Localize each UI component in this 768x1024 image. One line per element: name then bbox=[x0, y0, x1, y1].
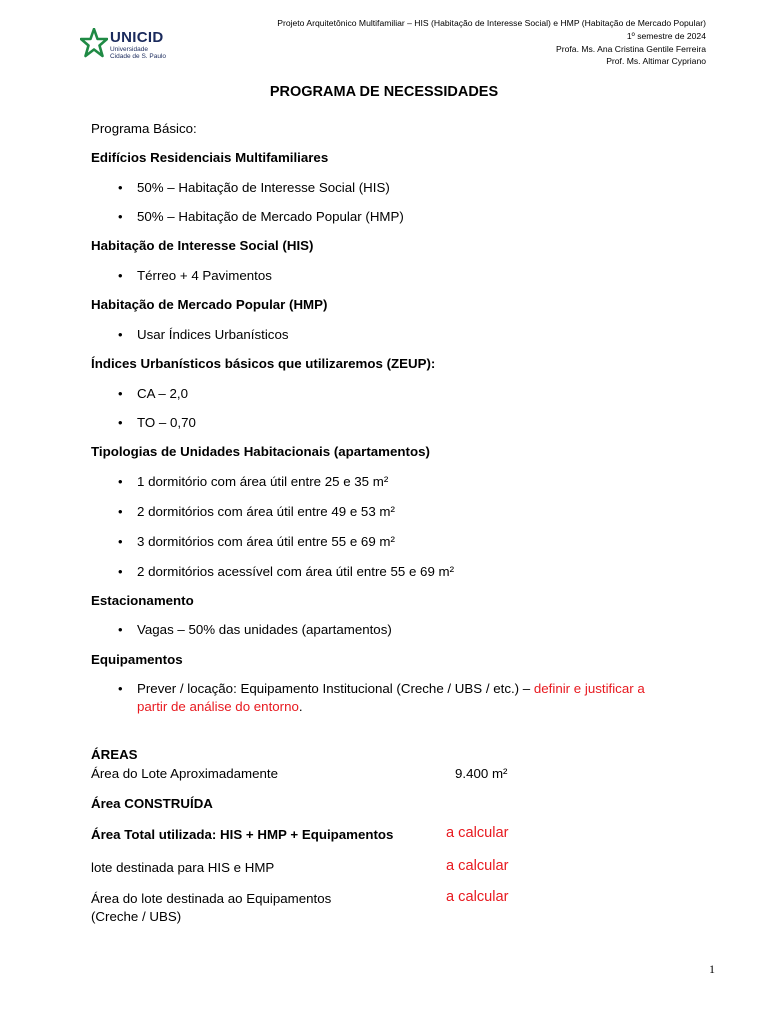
heading-tipologias: Tipologias de Unidades Habitacionais (apartamentos) bbox=[91, 444, 430, 459]
area-equip-value: a calcular bbox=[446, 889, 509, 905]
equipamentos-red-text-2: partir de análise do entorno bbox=[137, 699, 299, 714]
list-item: 50% – Habitação de Interesse Social (HIS) bbox=[137, 180, 390, 195]
header-semester: 1º semestre de 2024 bbox=[626, 30, 706, 41]
header-professor-1: Profa. Ms. Ana Cristina Gentile Ferreira bbox=[556, 43, 706, 54]
area-lote-value: 9.400 m² bbox=[455, 766, 508, 781]
bullet: • bbox=[118, 180, 123, 195]
area-his-hmp-value: a calcular bbox=[446, 858, 509, 874]
heading-his: Habitação de Interesse Social (HIS) bbox=[91, 238, 314, 253]
equipamentos-period: . bbox=[298, 699, 303, 714]
list-item: Usar Índices Urbanísticos bbox=[137, 327, 289, 342]
page-number: 1 bbox=[709, 962, 715, 976]
list-item: TO – 0,70 bbox=[137, 415, 196, 430]
logo-sub-2: Cidade de S. Paulo bbox=[110, 53, 167, 60]
area-total-label: Área Total utilizada: HIS + HMP + Equipamentos bbox=[91, 827, 394, 842]
list-item: 50% – Habitação de Mercado Popular (HMP) bbox=[137, 209, 404, 224]
list-item: 2 dormitórios acessível com área útil entre 55 e 69 m² bbox=[137, 564, 455, 579]
heading-hmp: Habitação de Mercado Popular (HMP) bbox=[91, 297, 328, 312]
logo-text bbox=[110, 30, 166, 60]
area-equip-label: Área do lote destinada ao Equipamentos bbox=[91, 891, 332, 906]
heading-equipamentos: Equipamentos bbox=[91, 652, 183, 667]
heading-areas: ÁREAS bbox=[91, 747, 138, 762]
header-professor-2: Prof. Ms. Altimar Cypriano bbox=[606, 56, 706, 67]
list-item-equipamentos-cont bbox=[137, 699, 303, 714]
heading-edificios: Edifícios Residenciais Multifamiliares bbox=[91, 150, 329, 165]
bullet: • bbox=[118, 268, 123, 283]
page-header bbox=[277, 17, 706, 68]
bullet: • bbox=[118, 622, 123, 637]
bullet: • bbox=[118, 534, 123, 549]
list-item: 1 dormitório com área útil entre 25 e 35 m² bbox=[137, 474, 389, 489]
bullet: • bbox=[118, 504, 123, 519]
list-item-equipamentos bbox=[137, 681, 645, 696]
list-item: 2 dormitórios com área útil entre 49 e 53 m² bbox=[137, 504, 395, 519]
area-total-value: a calcular bbox=[446, 825, 509, 841]
equipamentos-text: Prever / locação: Equipamento Institucional (Creche / UBS / etc.) – bbox=[137, 681, 531, 696]
logo-name: UNICID bbox=[110, 29, 164, 46]
heading-area-construida: Área CONSTRUÍDA bbox=[91, 796, 213, 811]
bullet: • bbox=[118, 209, 123, 224]
list-item: CA – 2,0 bbox=[137, 386, 189, 401]
area-his-hmp-label: lote destinada para HIS e HMP bbox=[91, 860, 275, 875]
star-logo-icon bbox=[80, 28, 108, 58]
bullet: • bbox=[118, 681, 123, 696]
heading-estacionamento: Estacionamento bbox=[91, 593, 194, 608]
bullet: • bbox=[118, 386, 123, 401]
equipamentos-red-text: definir e justificar a bbox=[533, 681, 645, 696]
heading-indices: Índices Urbanísticos básicos que utilizaremos (ZEUP): bbox=[91, 356, 436, 371]
page-title: PROGRAMA DE NECESSIDADES bbox=[269, 84, 499, 100]
unicid-logo bbox=[80, 28, 180, 64]
programa-basico-label: Programa Básico: bbox=[91, 121, 197, 136]
bullet: • bbox=[118, 327, 123, 342]
list-item: Térreo + 4 Pavimentos bbox=[137, 268, 272, 283]
bullet: • bbox=[118, 415, 123, 430]
bullet: • bbox=[118, 564, 123, 579]
header-project-title: Projeto Arquitetônico Multifamiliar – HIS (Habitação de Interesse Social) e HMP (Habitação de Mercado Popular) bbox=[277, 18, 706, 28]
list-item: Vagas – 50% das unidades (apartamentos) bbox=[137, 622, 392, 637]
area-lote-label: Área do Lote Aproximadamente bbox=[91, 766, 279, 781]
area-equip-label-2: (Creche / UBS) bbox=[91, 909, 182, 924]
logo-sub-1: Universidade bbox=[110, 46, 148, 53]
bullet: • bbox=[118, 474, 123, 489]
list-item: 3 dormitórios com área útil entre 55 e 69 m² bbox=[137, 534, 395, 549]
